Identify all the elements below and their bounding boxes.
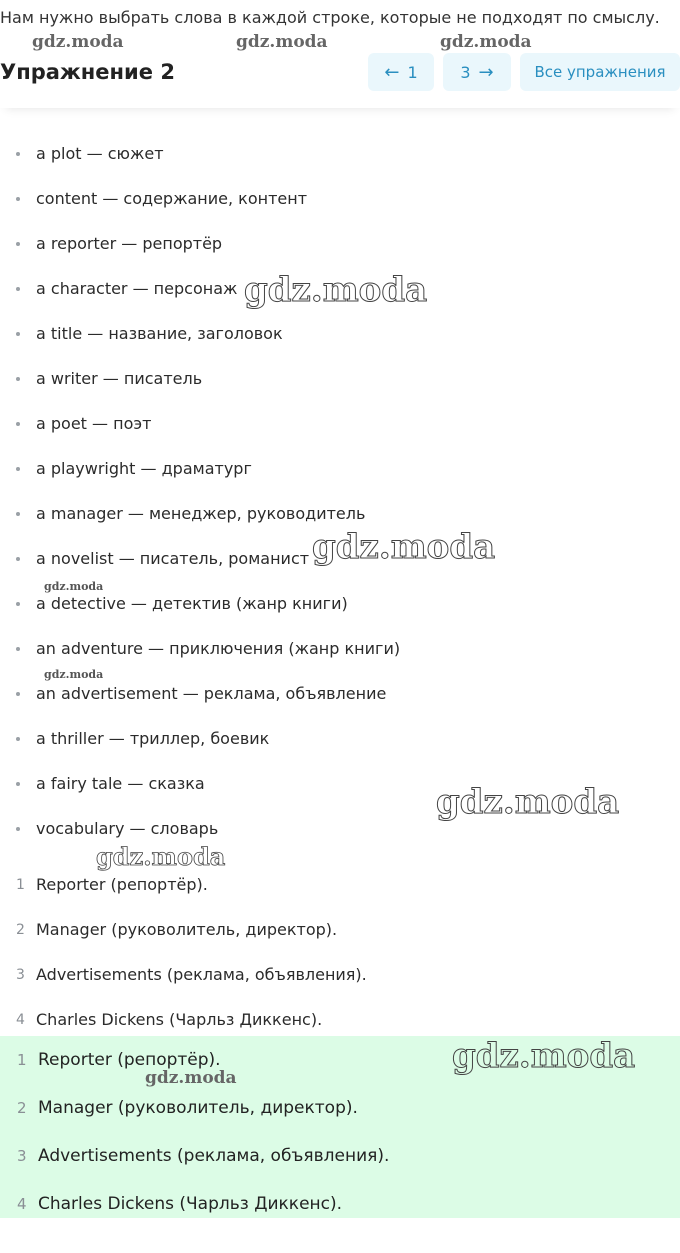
- highlighted-answer-item: [0, 1132, 680, 1180]
- bullet-icon: [16, 512, 20, 516]
- arrow-right-icon: →: [478, 61, 494, 83]
- list-item-text: a plot — сюжет: [36, 144, 164, 163]
- answer-text: Manager (руковолитель, директор).: [38, 1098, 358, 1118]
- bullet-icon: [16, 332, 20, 336]
- answer-text: Advertisements (реклама, объявления).: [38, 1146, 390, 1166]
- answer-number: 1: [16, 876, 25, 893]
- list-item-text: a detective — детектив (жанр книги): [36, 594, 348, 613]
- list-item-text: an advertisement — реклама, объявление: [36, 684, 387, 703]
- list-item-text: a reporter — репортёр: [36, 234, 223, 253]
- answer-number: 2: [16, 921, 25, 938]
- list-item: [0, 221, 680, 266]
- answer-number: 2: [17, 1099, 27, 1117]
- vocabulary-list: [0, 131, 680, 851]
- answer-text: Advertisements (реклама, объявления).: [36, 965, 367, 984]
- bullet-icon: [16, 377, 20, 381]
- list-item-text: vocabulary — словарь: [36, 819, 219, 838]
- bullet-icon: [16, 737, 20, 741]
- watermark: gdz.moda: [436, 782, 620, 822]
- watermark: gdz.moda: [452, 1036, 636, 1076]
- bullet-icon: [16, 467, 20, 471]
- list-item-text: a playwright — драматург: [36, 459, 252, 478]
- list-item-text: a novelist — писатель, романист: [36, 549, 310, 568]
- bullet-icon: [16, 557, 20, 561]
- answer-list: [0, 862, 680, 1042]
- watermark: gdz.moda: [145, 1068, 237, 1088]
- bullet-icon: [16, 422, 20, 426]
- highlighted-answer-item: [0, 1180, 680, 1228]
- answer-text: Reporter (репортёр).: [36, 875, 208, 894]
- answer-text: Charles Dickens (Чарльз Диккенс).: [38, 1194, 343, 1214]
- answer-number: 3: [16, 966, 25, 983]
- list-item-text: content — содержание, контент: [36, 189, 308, 208]
- watermark: gdz.moda: [312, 527, 496, 567]
- page-title: Упражнение 2: [0, 60, 175, 84]
- list-item-text: a poet — поэт: [36, 414, 152, 433]
- bullet-icon: [16, 647, 20, 651]
- next-exercise-button[interactable]: [443, 53, 511, 91]
- answer-item: [0, 907, 680, 952]
- bullet-icon: [16, 242, 20, 246]
- bullet-icon: [16, 782, 20, 786]
- answer-number: 4: [17, 1195, 27, 1213]
- list-item-text: a fairy tale — сказка: [36, 774, 205, 793]
- watermark: gdz.moda: [440, 32, 532, 52]
- answer-number: 3: [17, 1147, 27, 1165]
- bullet-icon: [16, 692, 20, 696]
- list-item: [0, 176, 680, 221]
- task-description: Нам нужно выбрать слова в каждой строке, которые не подходят по смыслу.: [0, 8, 660, 27]
- watermark: gdz.moda: [244, 270, 428, 310]
- list-item-text: a title — название, заголовок: [36, 324, 283, 343]
- highlighted-answer-item: [0, 1084, 680, 1132]
- list-item: [0, 131, 680, 176]
- list-item-text: a writer — писатель: [36, 369, 203, 388]
- answer-number: 1: [17, 1051, 27, 1069]
- prev-exercise-button[interactable]: [368, 53, 434, 91]
- answer-text: Reporter (репортёр).: [38, 1050, 221, 1070]
- watermark: gdz.moda: [44, 668, 104, 681]
- bullet-icon: [16, 827, 20, 831]
- list-item: [0, 356, 680, 401]
- list-item-text: a manager — менеджер, руководитель: [36, 504, 366, 523]
- answer-number: 4: [16, 1011, 25, 1028]
- answer-text: Manager (руковолитель, директор).: [36, 920, 338, 939]
- watermark: gdz.moda: [32, 32, 124, 52]
- bullet-icon: [16, 152, 20, 156]
- bullet-icon: [16, 197, 20, 201]
- list-item: [0, 311, 680, 356]
- prev-exercise-label: 1: [407, 62, 418, 82]
- bullet-icon: [16, 287, 20, 291]
- list-item-text: a character — персонаж: [36, 279, 238, 298]
- watermark: gdz.moda: [236, 32, 328, 52]
- watermark: gdz.moda: [44, 580, 104, 593]
- list-item-text: an adventure — приключения (жанр книги): [36, 639, 401, 658]
- next-exercise-label: 3: [460, 62, 471, 82]
- answer-text: Charles Dickens (Чарльз Диккенс).: [36, 1010, 323, 1029]
- list-item: [0, 716, 680, 761]
- answer-item: [0, 952, 680, 997]
- all-exercises-button[interactable]: Все упражнения: [520, 53, 680, 91]
- bullet-icon: [16, 602, 20, 606]
- list-item: [0, 401, 680, 446]
- watermark: gdz.moda: [96, 842, 226, 871]
- list-item: [0, 446, 680, 491]
- list-item-text: a thriller — триллер, боевик: [36, 729, 270, 748]
- list-item: [0, 626, 680, 671]
- arrow-left-icon: ←: [384, 61, 400, 83]
